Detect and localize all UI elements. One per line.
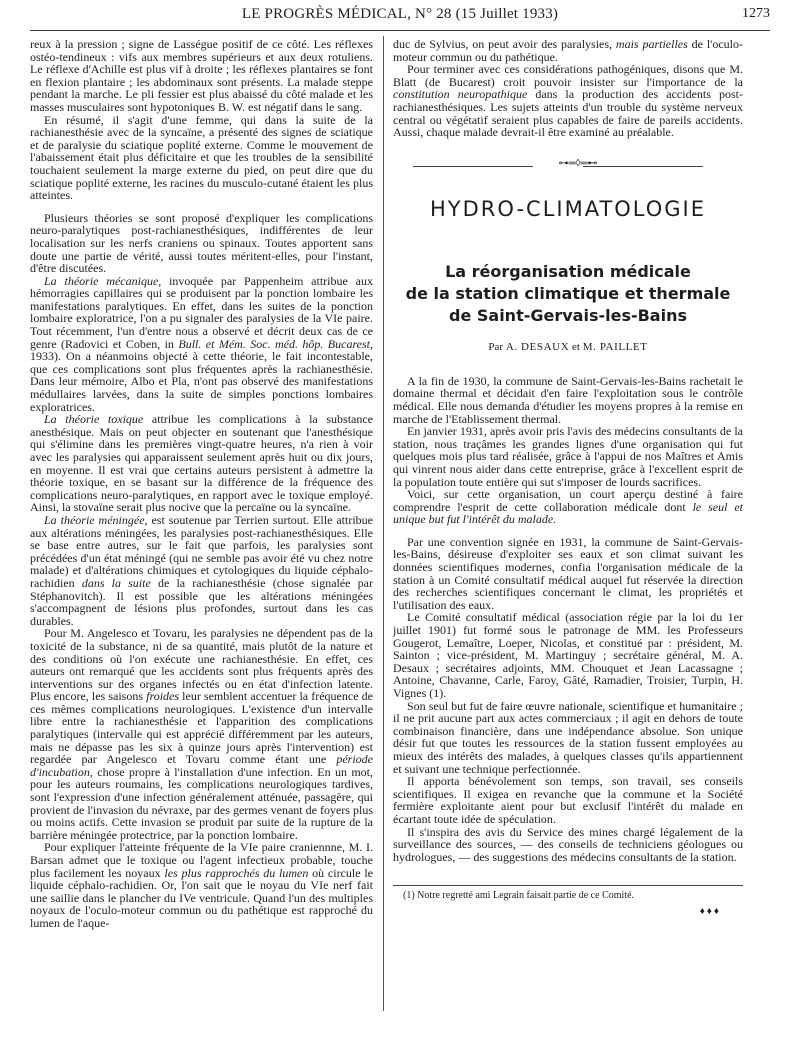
end-ornament-icon: ♦♦♦ bbox=[699, 906, 721, 918]
divider-line bbox=[583, 166, 703, 167]
article-body bbox=[393, 375, 743, 864]
author-name: A. DESAUX bbox=[505, 340, 570, 353]
paragraph: A la fin de 1930, la commune de Saint-Gervais-les-Bains rachetait le domaine thermal et décidait d'en faire l'exploitation sous le contrôle médical. Elle nous demanda d'étudier les moyens propres à la remise en marche de l'Etablissement thermal. bbox=[393, 373, 743, 426]
theory-label: La théorie méningée, bbox=[44, 512, 148, 527]
paragraph bbox=[393, 38, 743, 63]
emphasis: mais partielles bbox=[615, 38, 688, 51]
paragraph: Plusieurs théories se sont proposé d'expliquer les complications neuro-paralytiques post-rachianesthésiques, indifférentes de leur localisation sur les nerfs craniens ou spinaux. Toutes apportent sans doute une partie de vérité, aussi toutes méritent-elles, pour l'instant, d'être discutées. bbox=[30, 210, 373, 276]
article-title bbox=[393, 261, 743, 327]
text-run: duc de Sylvius, on peut avoir des paralysies, bbox=[393, 38, 616, 51]
column-divider bbox=[383, 36, 384, 1011]
paragraph bbox=[30, 627, 373, 841]
emphasis: le seul et unique but fut l'intérêt du malade. bbox=[393, 499, 743, 527]
text-run: attribue les complications à la substance anesthésique. Mais on peut objecter en soutenant que l'anesthésique qui s'élimine dans les premières vingt-quatre heures, n'a rien à voir avec les paralysies qui apparaissent seulement après huit ou dix jours, en moyenne. Il est vrai que certains auteurs persistent à admettre la théorie toxique, en se basant sur la différence de la fréquence des complications neuro-paralytiques, en rapport avec le toxique employé. Ainsi, la stovaïne serait plus nocive que la percaïne ou la syncaïne. bbox=[30, 412, 373, 515]
text-run: de la rachianesthésie (chose signalée par Stéphanovitch). Il est possible que les altérations méningées s'accompagnent de lésions plus profondes, surtout dans les cas durables. bbox=[30, 575, 373, 628]
authors-conjunction: et bbox=[572, 340, 580, 353]
paragraph: reux à la pression ; signe de Lasségue positif de ce côté. Les réflexes ostéo-tendineux : vifs aux membres supérieurs et aux deux rotuliens. Le réflexe d'Achille est plus vif à droite ; les réflexes plantaires se font en flexion plantaire ; les abdominaux sont présents. La malade steppe pendant la marche. Le pli fessier est plus abaissé du côté malade et les masses musculaires sont hypotoniques B. W. est négatif dans le sang. bbox=[30, 38, 373, 114]
left-column bbox=[30, 38, 373, 1028]
section-title: HYDRO-CLIMATOLOGIE bbox=[429, 196, 707, 221]
divider-line bbox=[413, 166, 533, 167]
paragraph: Il s'inspira des avis du Service des mines chargé légalement de la surveillance des sources, — des conseils de techniciens géologues ou hydrologues, — des suggestions des médecins consultants de la station. bbox=[393, 824, 743, 864]
paragraph: Il apporta bénévolement son temps, son travail, ses conseils scientifiques. Il exigea en revanche que la commune et la Société fermière exploitante aient pour but exclusif l'intérêt du malade en écartant toute idée de spéculation. bbox=[393, 774, 743, 826]
paragraph: Par une convention signée en 1931, la commune de Saint-Gervais-les-Bains, désireuse d'exploiter ses eaux et son climat suivant les données scientifiques modernes, confia l'organisation médicale de la station à un Comité consultatif médical auquel fut réservée la direction des recherches scientifiques concernant le climat, les propriétés et l'utilisation des eaux. bbox=[393, 534, 743, 612]
paragraph bbox=[393, 63, 743, 139]
journal-title: LE PROGRÈS MÉDICAL, N° 28 (15 Juillet 1933) bbox=[241, 6, 559, 22]
text-run: Pour M. Angelesco et Tovaru, les paralysies ne dépendent pas de la toxicité de la substance, ni de sa quantité, mais plutôt de la nature et des conditions où l'on exécute une rachianesthésie. En effet, ces auteurs ont remarqué que les accidents sont plus fréquents après des interventions sur des organes infectés ou en état d'infection latente. Plus encore, les saisons bbox=[30, 626, 373, 704]
text-run: 1933). On a néanmoins objecté à cette théorie, le fait incontestable, que ces complications sont plus fréquentes après la rachianesthésie. Dans leur mémoire, Albo et Pla, n'ont pas observé des manifestations médullaires larvées, dans la suite de simples ponctions lombaires exploratrices. bbox=[30, 349, 373, 414]
footnote: (1) Notre regretté ami Legrain faisait partie de ce Comité. bbox=[403, 890, 635, 902]
authors-prefix: Par bbox=[488, 340, 504, 353]
paragraph: Le Comité consultatif médical (association régie par la loi du 1er juillet 1901) fut formé sous le patronage de MM. les Professeurs Gougerot, Lemaître, Loeper, Nicolas, et constitué par : président, M. Sainton ; vice-président, M. Martinguy ; secrétaire général, M. A. Desaux ; secrétaires adjoints, MM. Chouquet et Jean Lacassagne ; Antoine, Chavanne, Carle, Faroy, Gâté, Ramadier, Troisier, Turpin, H. Vignes (1). bbox=[393, 610, 743, 700]
page-number: 1273 bbox=[742, 6, 770, 21]
emphasis: les plus rapprochés du lumen bbox=[164, 865, 309, 880]
right-column bbox=[393, 38, 743, 1028]
paragraph-meningeal-theory bbox=[30, 514, 373, 627]
emphasis: froides bbox=[146, 689, 180, 704]
paragraph: En résumé, il s'agit d'une femme, qui dans la suite de la rachianesthésie avec de la syncaïne, a présenté des signes de sciatique et de paralysie du sciatique poplité externe. Comme le mouvement de l'abaissement était plus déficitaire et que les troubles de la sensibilité touchaient seulement la marge externe du pied, on peut dire que du sciatique poplité externe, les racines du musculo-cutané étaient les plus atteintes. bbox=[30, 112, 373, 203]
text-run: de l'oculo-moteur commun ou du pathétique. bbox=[393, 38, 743, 64]
article-title-line: de la station climatique et thermale bbox=[405, 283, 731, 303]
article-title-line: La réorganisation médicale bbox=[445, 261, 691, 281]
text-run: invoquée par Pappenheim attribue aux hémorragies capillaires qui se produisent par la ponction lombaire les manifestations paralytiques. En effet, dans les suites de la ponction lombaire exploratrice, l'on a pu signaler des paralysies de la VIe paire. Tout récemment, l'un d'entre nous a observé et décrit deux cas de ce genre (Radovici et Coben, in bbox=[30, 273, 373, 351]
theory-label: La théorie toxique bbox=[44, 412, 144, 427]
text-run: où circule le liquide céphalo-rachidien. Or, l'on sait que le noyau du VIe nerf fait une saillie dans le plancher du IVe ventricule. Quand l'un des multiples noyaux de l'oculo-moteur commun ou du pathétique est rapproché du lumen de l'aque- bbox=[30, 865, 373, 930]
text-run: est soutenue par Terrien surtout. Elle attribue aux altérations méningées, les paralysies post-rachianesthésiques. Elle se base entre autres, sur le fait que parfois, les paralysies sont précédées d'un état méningé (qui ne semble pas avoir été vu chez notre malade) et d'altérations chimiques et cytologiques du liquide céphalo-rachidien bbox=[30, 512, 373, 590]
text-run: Voici, sur cette organisation, un court aperçu destiné à faire comprendre l'esprit de cette collaboration médicale dont bbox=[393, 487, 743, 514]
paragraph-toxic-theory bbox=[30, 413, 373, 514]
emphasis: constitution neuropathique bbox=[393, 87, 528, 102]
text-run: chose propre à l'installation d'une infection. En un mot, pour les auteurs roumains, les complications neurologiques tardives, sont l'expression d'une infection généralement atténuée, passagère, qui provient de l'invasion du névraxe, par des germes venant de foyers plus ou moins actifs. Cette invasion se produit par suite de la rupture de la barrière méningée protectrice, par la ponction lombaire. bbox=[30, 764, 373, 842]
text-run: Pour terminer avec ces considérations pathogéniques, disons que M. Blatt (de Bucarest) croit pouvoir insister sur l'importance de la bbox=[393, 62, 743, 89]
paragraph: En janvier 1931, après avoir pris l'avis des médecins consultants de la station, nous traçâmes les grandes lignes d'une organisation qui fut quelques mois plus tard réalisée, grâce à l'appui de nos Maîtres et Amis qui vinrent nous aider dans cette entreprise, grâce à l'excellent esprit de la population toute entière qui sut s'imposer de lourds sacrifices. bbox=[393, 424, 743, 489]
paragraph: Son seul but fut de faire œuvre nationale, scientifique et humanitaire ; il ne prit aucune part aux actes commerciaux ; il agit en dehors de toute combinaison financière, dans une indépendance absolue. Son unique désir fut que toutes les ressources de la station fussent employées au mieux des intérêts des malades, à quelques classes qu'ils appartiennent et suivant une technique perfectionnée. bbox=[393, 698, 743, 776]
article-authors bbox=[393, 341, 743, 353]
page-header bbox=[30, 6, 770, 28]
text-run: Pour expliquer l'atteinte fréquente de la VIe paire craniennne, M. I. Barsan admet que le toxique ou l'agent infectieux probable, touche plus facilement les noyaux bbox=[30, 840, 373, 880]
emphasis: période d'incubation, bbox=[30, 752, 373, 779]
header-rule bbox=[30, 30, 770, 31]
theory-label: La théorie mécanique, bbox=[44, 273, 162, 288]
text-run: dans la production des accidents post-rachianesthésiques. Les sujets atteints d'un trouble du système nerveux central ou végétatif seraient plus capables de faire de pareils accidents. Aussi, chaque malade devrait-il être examiné au préalable. bbox=[393, 87, 743, 140]
paragraph-mechanical-theory bbox=[30, 275, 373, 414]
emphasis: dans la suite bbox=[81, 575, 151, 590]
article-title-line: de Saint-Gervais-les-Bains bbox=[449, 305, 687, 325]
paragraph bbox=[30, 841, 373, 929]
text-run: leur semblent accentuer la fréquence de ces mêmes complications neurologiques. L'existence d'un intervalle libre entre la rachianesthésie et l'apparition des complications paralytiques (intervalle qui est apprécié différemment par les auteurs, mais ne dépasse pas les six à quinze jours après l'intervention) est regardée par Angelesco et Tovaru comme étant une bbox=[30, 689, 373, 767]
paragraph bbox=[393, 488, 743, 526]
section-divider bbox=[393, 157, 743, 171]
reference: Bull. et Mém. Soc. méd. hôp. Bucarest, bbox=[178, 336, 373, 351]
author-name: M. PAILLET bbox=[582, 340, 648, 353]
footnote-rule bbox=[393, 885, 743, 886]
ornament-icon: ⊶═◊═⊷ bbox=[558, 157, 598, 169]
